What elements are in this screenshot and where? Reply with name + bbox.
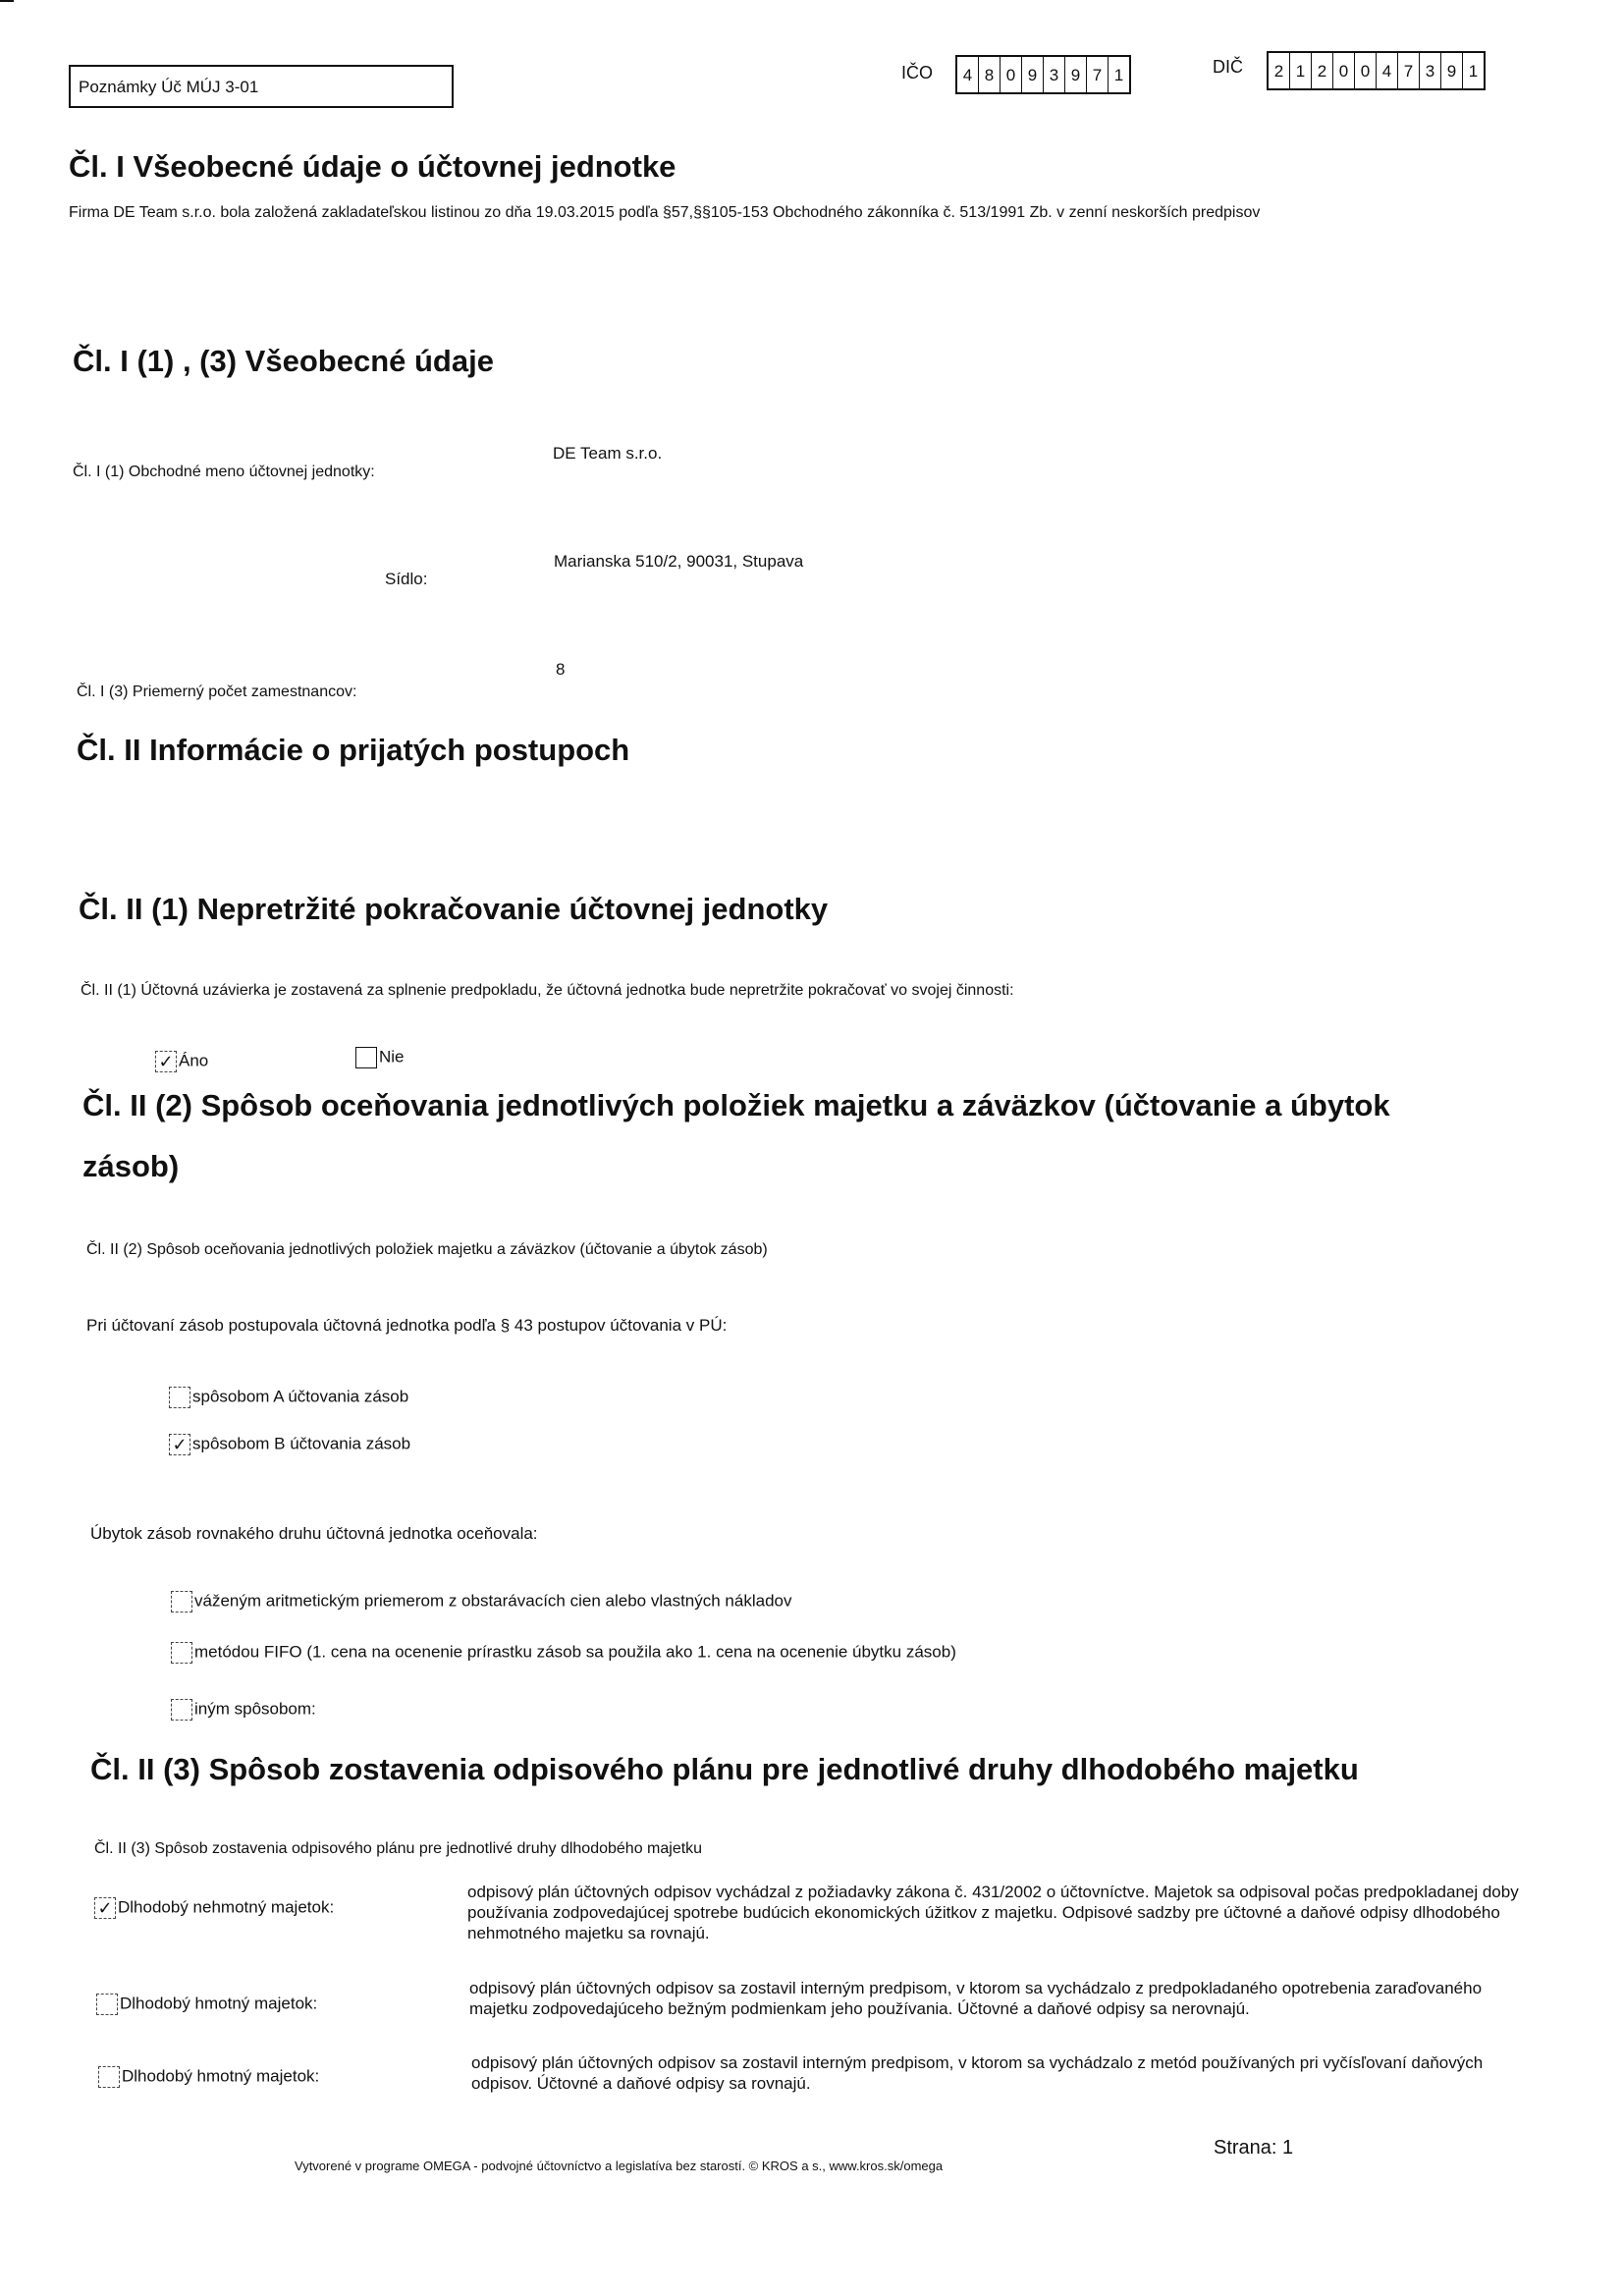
section-1-title: Čl. I Všeobecné údaje o účtovnej jednotke	[69, 149, 676, 184]
section-1b-title: Čl. I (1) , (3) Všeobecné údaje	[73, 344, 494, 378]
section-2-3-title: Čl. II (3) Spôsob zostavenia odpisového plánu pre jednotlivé druhy dlhodobého majetku	[90, 1752, 1359, 1786]
no-checkbox[interactable]	[355, 1047, 377, 1068]
option-a-checkbox[interactable]	[169, 1387, 190, 1408]
dic-digit-boxes	[1267, 51, 1486, 90]
dic-digit: 3	[1420, 53, 1441, 88]
intangible-label: Dlhodobý nehmotný majetok:	[118, 1897, 335, 1917]
ico-digit: 1	[1113, 66, 1124, 84]
company-name-value: DE Team s.r.o.	[553, 444, 663, 463]
scan-edge-mark	[0, 0, 14, 2]
tangible-2-description: odpisový plán účtovných odpisov sa zostavil interným predpisom, v ktorom sa vychádzalo z metód používaných pri vyčísľovaní daňových odpisov. Účtovné a daňové odpisy sa rovnajú.	[471, 2053, 1484, 2093]
option-a-label: spôsobom A účtovania zásob	[192, 1387, 409, 1406]
tangible-1-checkbox[interactable]	[96, 1994, 118, 2015]
section-2-2-title-line1: Čl. II (2) Spôsob oceňovania jednotlivých položiek majetku a záväzkov (účtovanie a úbytok	[82, 1088, 1390, 1122]
inventory-option-a[interactable]	[169, 1387, 408, 1408]
decrease-option-other[interactable]	[171, 1699, 316, 1721]
dic-digit: 4	[1377, 53, 1398, 88]
section-2-1-title: Čl. II (1) Nepretržité pokračovanie účtovnej jednotky	[79, 892, 829, 926]
fifo-label: metódou FIFO (1. cena na ocenenie prírastku zásob sa použila ako 1. cena na ocenenie úbytku zásob)	[194, 1642, 956, 1662]
weighted-label: váženým aritmetickým priemerom z obstarávacích cien alebo vlastných nákladov	[194, 1591, 792, 1611]
page-number: Strana: 1	[1214, 2137, 1294, 2159]
ico-digit: 7	[1087, 57, 1109, 92]
tangible-1-description: odpisový plán účtovných odpisov sa zostavil interným predpisom, v ktorom sa vychádzalo z predpokladaného opotrebenia zaraďovaného majetku zodpovedajúceho bežným podmienkam jeho používania. Účtovné a daňové odpisy sa nerovnajú.	[469, 1979, 1483, 2018]
continuation-no-option[interactable]	[355, 1047, 405, 1068]
other-label: iným spôsobom:	[194, 1699, 316, 1719]
ico-digit: 3	[1044, 57, 1065, 92]
tangible-2-label: Dlhodobý hmotný majetok:	[122, 2066, 320, 2086]
inventory-option-b[interactable]	[169, 1434, 410, 1455]
dic-digit: 2	[1312, 53, 1333, 88]
section-2-3-text: Čl. II (3) Spôsob zostavenia odpisového plánu pre jednotlivé druhy dlhodobého majetku	[94, 1840, 703, 1857]
decrease-option-fifo[interactable]	[171, 1642, 956, 1664]
weighted-checkbox[interactable]	[171, 1591, 192, 1613]
decrease-option-weighted[interactable]	[171, 1591, 791, 1613]
ico-digit: 8	[979, 57, 1001, 92]
ico-digit: 0	[1001, 57, 1022, 92]
option-b-label: spôsobom B účtovania zásob	[192, 1434, 411, 1453]
asset-row-tangible-2[interactable]	[98, 2066, 319, 2088]
dic-digit: 9	[1441, 53, 1463, 88]
section-2-2-text: Čl. II (2) Spôsob oceňovania jednotlivých položiek majetku a záväzkov (účtovanie a úbytok zásob)	[86, 1241, 768, 1258]
tangible-2-checkbox[interactable]	[98, 2066, 120, 2088]
dic-digit: 1	[1290, 53, 1312, 88]
ico-label: IČO	[901, 63, 934, 82]
seat-value: Marianska 510/2, 90031, Stupava	[554, 552, 804, 571]
asset-row-tangible-1[interactable]	[96, 1994, 317, 2015]
dic-digit: 0	[1333, 53, 1355, 88]
intangible-description: odpisový plán účtovných odpisov vychádzal z požiadavky zákona č. 431/2002 o účtovníctve. Majetok sa odpisoval počas predpokladanej doby používania zodpovedajúcej spotrebe budúcich ekonomických úžitkov z majetku. Odpisové sadzby pre účtovné a daňové odpisy dlhodobého nehmotného majetku sa rovnajú.	[467, 1883, 1519, 1942]
intangible-checkbox[interactable]: ✓	[94, 1897, 116, 1919]
seat-label: Sídlo:	[385, 570, 428, 588]
option-b-checkbox[interactable]: ✓	[169, 1434, 190, 1455]
no-label: Nie	[379, 1047, 405, 1066]
employees-value: 8	[556, 660, 566, 679]
inventory-method-text: Pri účtovaní zásob postupovala účtovná jednotka podľa § 43 postupov účtovania v PÚ:	[86, 1316, 728, 1335]
yes-checkbox[interactable]: ✓	[155, 1051, 177, 1072]
footer-credit: Vytvorené v programe OMEGA - podvojné účtovníctvo a legislatíva bez starostí. © KROS a s., www.kros.sk/omega	[295, 2159, 944, 2173]
employees-label: Čl. I (3) Priemerný počet zamestnancov:	[77, 683, 357, 700]
ico-digit: 4	[957, 57, 979, 92]
decrease-text: Úbytok zásob rovnakého druhu účtovná jednotka oceňovala:	[90, 1524, 538, 1543]
ico-digit: 9	[1022, 57, 1044, 92]
ico-digit-boxes	[955, 55, 1131, 94]
section-1-text: Firma DE Team s.r.o. bola založená zakladateľskou listinou zo dňa 19.03.2015 podľa §57,§§105-153 Obchodného zákonníka č. 513/1991 Zb. v zenní neskorších predpisov	[69, 204, 1261, 221]
dic-label: DIČ	[1213, 57, 1243, 77]
ico-digit: 9	[1065, 57, 1087, 92]
fifo-checkbox[interactable]	[171, 1642, 192, 1664]
dic-digit: 0	[1355, 53, 1377, 88]
section-2-1-text: Čl. II (1) Účtovná uzávierka je zostavená za splnenie predpokladu, že účtovná jednotka bude nepretržite pokračovať vo svojej činnosti:	[81, 982, 1014, 999]
dic-digit: 2	[1269, 53, 1290, 88]
dic-digit: 1	[1468, 62, 1479, 81]
tangible-1-label: Dlhodobý hmotný majetok:	[120, 1994, 318, 2013]
other-checkbox[interactable]	[171, 1699, 192, 1721]
section-2-2-title-line2: zásob)	[82, 1149, 180, 1183]
asset-row-intangible[interactable]	[94, 1897, 334, 1919]
yes-label: Áno	[179, 1051, 209, 1070]
continuation-yes-option[interactable]	[155, 1051, 208, 1072]
company-name-label: Čl. I (1) Obchodné meno účtovnej jednotky:	[73, 464, 375, 480]
section-2-title: Čl. II Informácie o prijatých postupoch	[77, 733, 630, 767]
form-code-box: Poznámky Úč MÚJ 3-01	[69, 65, 454, 108]
dic-digit: 7	[1398, 53, 1420, 88]
